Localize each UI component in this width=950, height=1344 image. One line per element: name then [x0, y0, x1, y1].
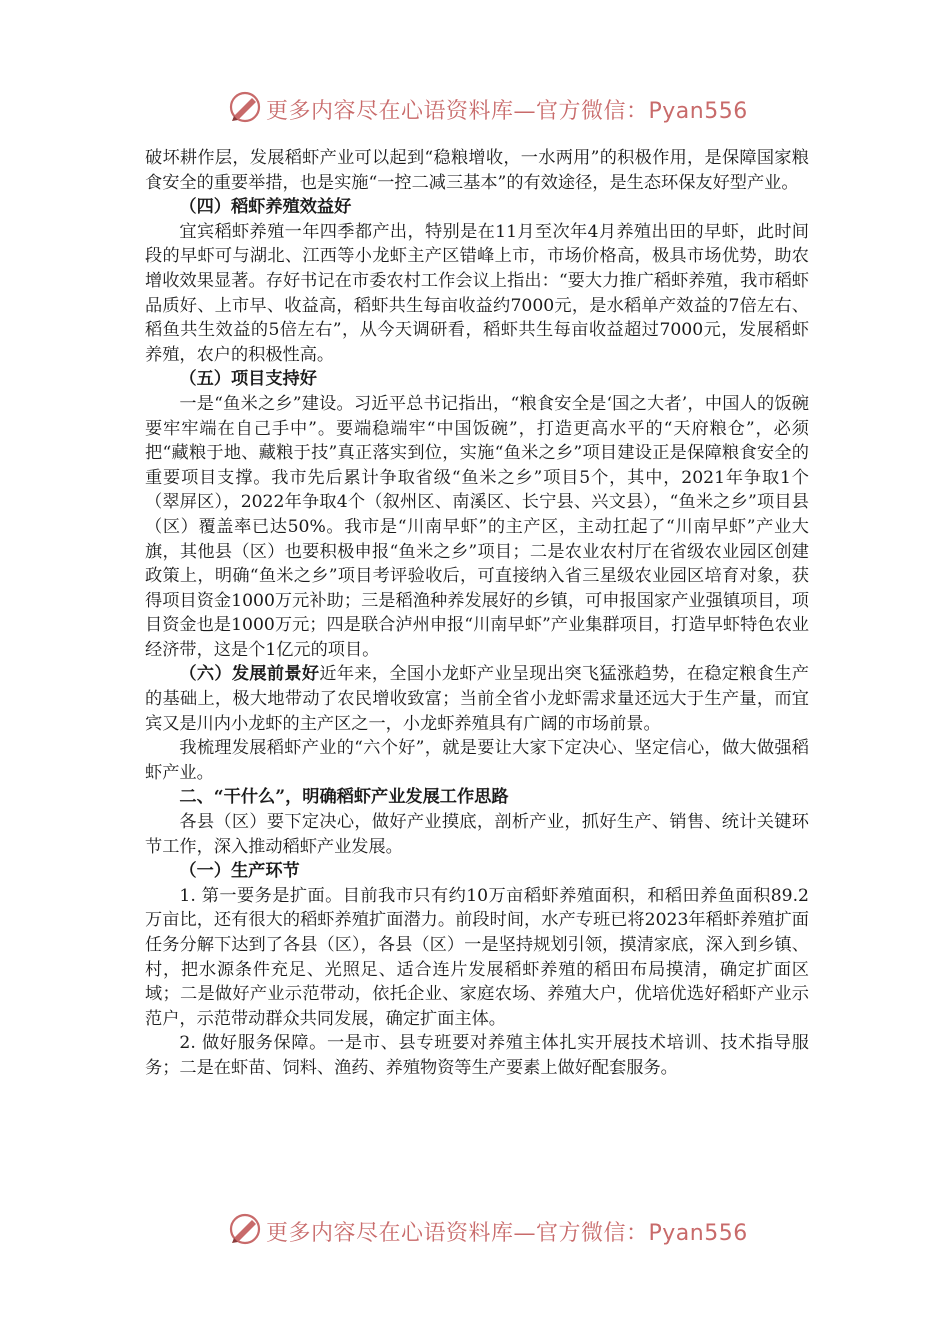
- banner-text: 更多内容尽在心语资料库—官方微信：Pyan556: [266, 99, 748, 124]
- banner-text: 更多内容尽在心语资料库—官方微信：Pyan556: [266, 1221, 748, 1246]
- paragraph: 一是“鱼米之乡”建设。习近平总书记指出，“粮食安全是‘国之大者’，中国人的饭碗要牢牢端在自己手中”。要端稳端牢“中国饭碗”，打造更高水平的“天府粮仓”，必须把“藏粮于地、藏粮于技”真正落实到位，实施“鱼米之乡”项目建设正是保障粮食安全的重要项目支撑。我市先后累计争取省级“鱼米之乡”项目5个，其中，2021年争取1个（翠屏区），2022年争取4个（叙州区、南溪区、长宁县、兴文县），“鱼米之乡”项目县（区）覆盖率已达50%。我市是“川南早虾”的主产区，主动扛起了“川南早虾”产业大旗，其他县（区）也要积极申报“鱼米之乡”项目；二是农业农村厅在省级农业园区创建政策上，明确“鱼米之乡”项目考评验收后，可直接纳入省三星级农业园区培育对象，获得项目资金1000万元补助；三是稻渔种养发展好的乡镇，可申报国家产业强镇项目，项目资金也是1000万元；四是联合泸州申报“川南早虾”产业集群项目，打造早虾特色农业经济带，这是个1亿元的项目。: [145, 393, 809, 660]
- paragraph: 2. 做好服务保障。一是市、县专班要对养殖主体扎实开展技术培训、技术指导服务；二是在虾苗、饲料、渔药、养殖物资等生产要素上做好配套服务。: [145, 1033, 809, 1078]
- paragraph: （六）发展前景好近年来，全国小龙虾产业呈现出突飞猛涨趋势，在稳定粮食生产的基础上，极大地带动了农民增收致富；当前全省小龙虾需求量还远大于生产量，而宜宾又是川内小龙虾的主产区之一，小龙虾养殖具有广阔的市场前景。: [145, 664, 809, 734]
- paragraph: 各县（区）要下定决心，做好产业摸底，剖析产业，抓好生产、销售、统计关键环节工作，深入推动稻虾产业发展。: [145, 812, 809, 857]
- paragraph: 1. 第一要务是扩面。目前我市只有约10万亩稻虾养殖面积，和稻田养鱼面积89.2万亩比，还有很大的稻虾养殖扩面潜力。前段时间，水产专班已将2023年稻虾养殖扩面任务分解下达到了各县（区），各县（区）一是坚持规划引领，摸清家底，深入到乡镇、村，把水源条件充足、光照足、适合连片发展稻虾养殖的稻田布局摸清，确定扩面区域；二是做好产业示范带动，依托企业、家庭农场、养殖大户，优培优选好稻虾产业示范户，示范带动群众共同发展，确定扩面主体。: [145, 885, 809, 1029]
- paragraph: 宜宾稻虾养殖一年四季都产出，特别是在11月至次年4月养殖出田的早虾，此时间段的早虾可与湖北、江西等小龙虾主产区错峰上市，市场价格高，极具市场优势，助农增收效果显著。存好书记在市委农村工作会议上指出：“要大力推广稻虾养殖，我市稻虾品质好、上市早、收益高，稻虾共生每亩收益约7000元，是水稻单产效益的7倍左右、稻鱼共生效益的5倍左右”，从今天调研看，稻虾共生每亩收益超过7000元，发展稻虾养殖，农户的积极性高。: [145, 221, 809, 365]
- pen-logo-icon: [228, 90, 262, 124]
- section-heading: （一）生产环节: [179, 861, 300, 882]
- document-body: [145, 146, 809, 1081]
- chapter-heading: 二、“干什么”，明确稻虾产业发展工作思路: [179, 787, 509, 808]
- paragraph: 破坏耕作层，发展稻虾产业可以起到“稳粮增收，一水两用”的积极作用，是保障国家粮食安全的重要举措，也是实施“一控二减三基本”的有效途径，是生态环保友好型产业。: [145, 148, 809, 193]
- section-heading: （五）项目支持好: [179, 369, 317, 390]
- section-heading: （四）稻虾养殖效益好: [179, 197, 352, 218]
- paragraph: 我梳理发展稻虾产业的“六个好”，就是要让大家下定决心、坚定信心，做大做强稻虾产业。: [145, 738, 809, 783]
- header-banner: [0, 86, 950, 130]
- section-heading: （六）发展前景好: [179, 664, 320, 685]
- pen-logo-icon: [228, 1212, 262, 1246]
- footer-banner: [0, 1208, 950, 1252]
